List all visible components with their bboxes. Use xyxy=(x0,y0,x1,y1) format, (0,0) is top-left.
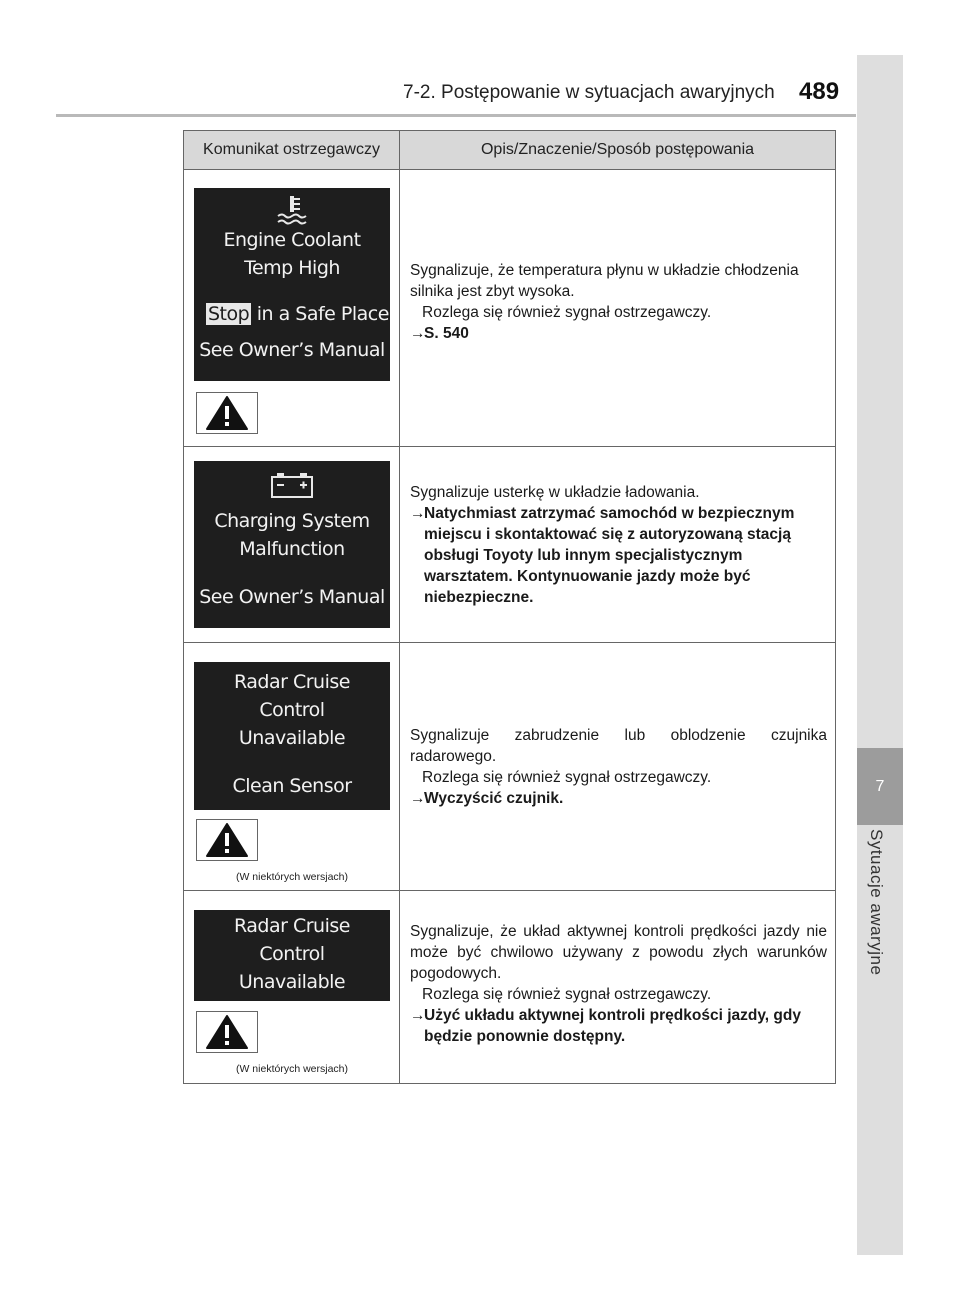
arrow-icon: → xyxy=(410,325,426,342)
description-text: Sygnalizuje usterkę w układzie ładowania. xyxy=(410,483,700,501)
display-line xyxy=(194,300,390,328)
action-line xyxy=(410,1005,827,1047)
column-header-description: Opis/Znaczenie/Sposób postępowania xyxy=(400,131,836,170)
description-cell xyxy=(400,891,836,1084)
display-line: Unavailable xyxy=(238,971,346,993)
warning-symbol-box xyxy=(196,1011,258,1053)
action-text: Natychmiast zatrzymać samochód w bezpiecznym miejscu i skontaktować się z autoryzowaną stacją obsługi Toyoty lub innym specjalistycznym warsztatem. Kontynuowanie jazdy może być niebezpieczne. xyxy=(424,504,795,606)
arrow-icon: → xyxy=(410,504,426,522)
sound-note: Rozlega się również sygnał ostrzegawczy. xyxy=(422,304,712,321)
arrow-icon: → xyxy=(410,1007,426,1024)
table-row xyxy=(184,447,836,643)
description-cell xyxy=(400,447,836,643)
battery-icon xyxy=(194,461,390,501)
message-image-cell xyxy=(184,447,400,643)
description-text: Sygnalizuje, że temperatura płynu w układzie chłodzenia silnika jest zbyt wysoka. xyxy=(410,262,799,300)
warning-symbol-box xyxy=(196,392,258,434)
display-charging-system xyxy=(194,461,390,628)
display-line: Malfunction xyxy=(239,538,345,560)
table-row xyxy=(184,643,836,891)
table-header-row xyxy=(184,131,836,170)
sound-note: Rozlega się również sygnał ostrzegawczy. xyxy=(422,986,712,1003)
side-tab xyxy=(857,55,903,1255)
warning-symbol-box xyxy=(196,819,258,861)
table-row xyxy=(184,891,836,1084)
action-line xyxy=(410,503,827,608)
warning-triangle-icon xyxy=(205,1014,249,1050)
coolant-temperature-icon xyxy=(194,188,390,226)
description-text: Sygnalizuje zabrudzenie lub oblodzenie czujnika radarowego. xyxy=(410,726,827,765)
display-line: Engine Coolant xyxy=(223,229,361,251)
display-line: See Owner’s Manual xyxy=(199,339,385,361)
description-text: Sygnalizuje, że układ aktywnej kontroli prędkości jazdy nie może być chwilowo używany z powodu złych warunków pogodowych. xyxy=(410,923,827,982)
display-line: Temp High xyxy=(244,257,340,279)
message-image-cell xyxy=(184,891,400,1084)
display-line: Control xyxy=(259,943,325,965)
warning-messages-table xyxy=(183,130,836,1084)
message-image-cell xyxy=(184,643,400,891)
sound-note: Rozlega się również sygnał ostrzegawczy. xyxy=(422,768,712,786)
action-text: Użyć układu aktywnej kontroli prędkości jazdy, gdy będzie ponownie dostępny. xyxy=(424,1007,801,1045)
display-line-text: in a Safe Place xyxy=(256,303,389,325)
table-row xyxy=(184,170,836,447)
display-engine-coolant xyxy=(194,188,390,381)
action-text: Wyczyścić czujnik. xyxy=(424,789,564,807)
display-radar-unavailable xyxy=(194,910,390,1001)
display-line: Control xyxy=(259,699,325,721)
page-reference-link[interactable]: S. 540 xyxy=(424,325,469,342)
column-header-message: Komunikat ostrzegawczy xyxy=(184,131,400,170)
display-line: Clean Sensor xyxy=(232,775,352,797)
display-line: Radar Cruise xyxy=(234,915,350,937)
action-line xyxy=(410,788,827,809)
description-cell xyxy=(400,643,836,891)
warning-triangle-icon xyxy=(205,395,249,431)
display-line: See Owner’s Manual xyxy=(199,586,385,608)
arrow-icon: → xyxy=(410,789,426,807)
header-rule xyxy=(56,114,856,117)
chapter-label: Sytuacje awaryjne xyxy=(867,829,886,976)
version-note: (W niektórych wersjach) xyxy=(235,1063,349,1075)
warning-triangle-icon xyxy=(205,822,249,858)
version-note: (W niektórych wersjach) xyxy=(235,871,349,883)
description-cell xyxy=(400,170,836,447)
action-line xyxy=(410,323,827,344)
chapter-number-box: 7 xyxy=(857,748,903,825)
message-image-cell xyxy=(184,170,400,447)
display-line: Charging System xyxy=(214,510,370,532)
display-line: Unavailable xyxy=(238,727,346,749)
display-line: Radar Cruise xyxy=(234,671,350,693)
stop-highlight: Stop xyxy=(208,303,250,325)
page-number: 489 xyxy=(799,78,840,105)
page-header-title: 7-2. Postępowanie w sytuacjach awaryjnych xyxy=(403,82,775,103)
display-radar-clean-sensor xyxy=(194,662,390,810)
